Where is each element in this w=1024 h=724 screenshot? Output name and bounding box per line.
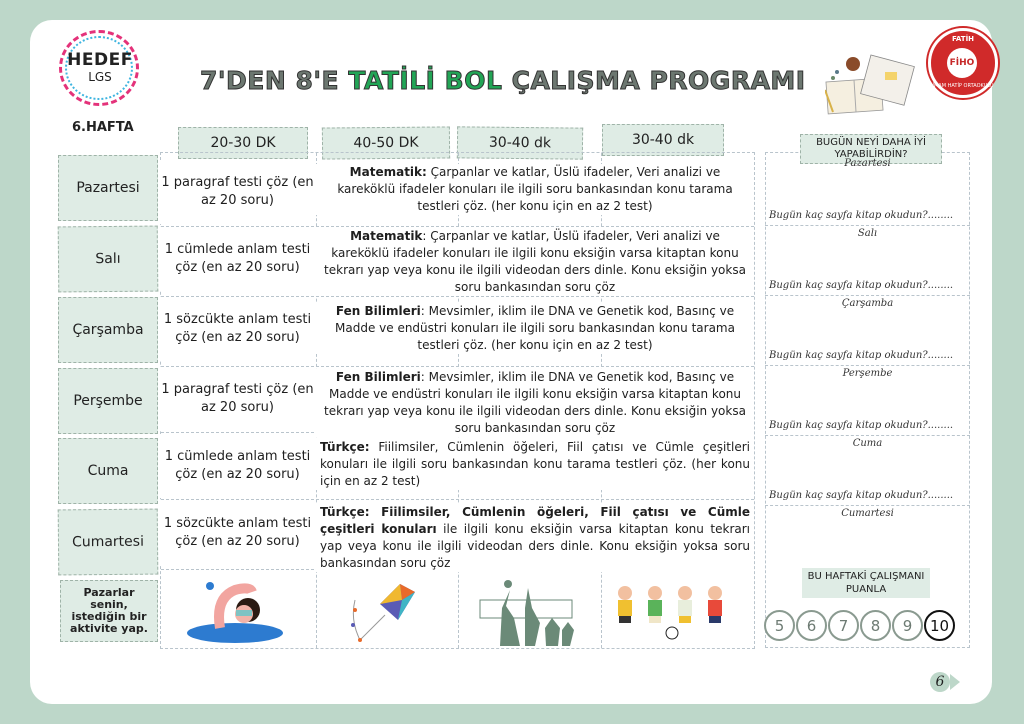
subject-cell-cumartesi bbox=[316, 504, 754, 572]
task-cell-carsamba: 1 sözcükte anlam testi çöz (en az 20 soru) bbox=[160, 297, 315, 361]
subject-cell-persembe bbox=[316, 369, 754, 437]
day-card-cumartesi: Cumartesi bbox=[58, 509, 159, 576]
next-page-arrow-icon bbox=[950, 674, 960, 690]
week-label: 6.HAFTA bbox=[72, 120, 134, 135]
reflection-cell-sali[interactable] bbox=[765, 226, 970, 296]
school-badge bbox=[928, 28, 998, 98]
rating-label: BU HAFTAKİ ÇALIŞMANI PUANLA bbox=[802, 568, 930, 598]
rating-option-6[interactable]: 6 bbox=[796, 610, 827, 641]
day-card-persembe: Perşembe bbox=[58, 368, 158, 434]
reflection-day-label: Pazartesi bbox=[844, 158, 891, 169]
column-header-4: 30-40 dk bbox=[602, 124, 724, 156]
reflection-day-label: Perşembe bbox=[842, 368, 893, 379]
reflection-cell-persembe[interactable] bbox=[765, 366, 970, 436]
hedef-lgs-logo bbox=[55, 28, 145, 108]
subject-label: Matematik: bbox=[349, 165, 427, 179]
volleyball-icon bbox=[470, 578, 580, 646]
task-cell-pazartesi: 1 paragraf testi çöz (en az 20 soru) bbox=[160, 160, 315, 224]
football-icon bbox=[610, 585, 730, 643]
swimming-icon bbox=[180, 578, 290, 646]
rating-option-8[interactable]: 8 bbox=[860, 610, 891, 641]
pages-read-question: Bugün kaç sayfa kitap okudun?........ bbox=[769, 350, 954, 361]
study-books-illustration bbox=[825, 50, 920, 115]
badge-top-text: FATİH bbox=[951, 35, 975, 43]
column-header-1: 20-30 DK bbox=[178, 127, 308, 159]
task-cell-persembe: 1 paragraf testi çöz (en az 20 soru) bbox=[160, 367, 315, 431]
day-card-cuma: Cuma bbox=[58, 438, 158, 504]
reflection-cell-pazartesi[interactable] bbox=[765, 156, 970, 226]
pages-read-question: Bugün kaç sayfa kitap okudun?........ bbox=[769, 210, 954, 221]
subject-cell-pazartesi bbox=[316, 164, 754, 215]
column-header-3: 30-40 dk bbox=[457, 126, 583, 159]
reflection-day-label: Çarşamba bbox=[841, 298, 894, 309]
rating-option-5[interactable]: 5 bbox=[764, 610, 795, 641]
subject-detail: Çarpanlar ve katlar, Üslü ifadeler, Veri analizi ve kareköklü ifadeler konuları ile ilgili soru bankasından konu tarama testleri çöz. (her konu için en az 2 test) bbox=[337, 165, 733, 213]
subject-cell-carsamba bbox=[316, 303, 754, 354]
title-highlight: TATİLİ BOL bbox=[348, 66, 503, 95]
task-cell-cumartesi: 1 sözcükte anlam testi çöz (en az 20 soru) bbox=[160, 501, 315, 565]
day-card-pazartesi: Pazartesi bbox=[58, 155, 158, 221]
subject-detail: : Mevsimler, iklim ile DNA ve Genetik kod, Basınç ve Madde ve endüstri konuları ile ilgili konu eksiğin varsa kitaptan konu tekrarı yap veya konu ile ilgili videodan ders dinle. Konu eksiğin yoksa soru bankasından soru çöz bbox=[324, 370, 746, 435]
page-number: 6 bbox=[930, 672, 950, 692]
logo-text-lgs: LGS bbox=[88, 70, 112, 84]
kite-icon bbox=[340, 580, 420, 646]
subject-detail: : Mevsimler, iklim ile DNA ve Genetik kod, Basınç ve Madde ve endüstri konuları ile ilgili soru bankasından konu tarama testleri çöz. (her konu için en az 2 test) bbox=[335, 304, 735, 352]
page-title bbox=[200, 66, 806, 95]
reflection-cell-carsamba[interactable] bbox=[765, 296, 970, 366]
subject-label: Matematik bbox=[350, 229, 423, 243]
reflection-header: BUGÜN NEYİ DAHA İYİ YAPABİLİRDİN? bbox=[800, 134, 942, 164]
pages-read-question: Bugün kaç sayfa kitap okudun?........ bbox=[769, 280, 954, 291]
subject-detail: : Çarpanlar ve katlar, Üslü ifadeler, Veri analizi ve kareköklü ifadeler konuları ile ilgili konu eksiğin varsa kitaptan konu tekrarı yap veya konu ile ilgili videodan ders dinle. Konu eksiğin yoksa soru bankasından soru çöz bbox=[324, 229, 746, 294]
subject-label: Türkçe: Fiilimsiler, Cümlenin öğeleri, Fiil çatısı ve Cümle çeşitleri konuları bbox=[320, 505, 750, 536]
title-part-3: ÇALIŞMA PROGRAMI bbox=[502, 66, 806, 95]
pages-read-question: Bugün kaç sayfa kitap okudun?........ bbox=[769, 420, 954, 431]
day-card-sali: Salı bbox=[58, 226, 159, 293]
reflection-day-label: Cuma bbox=[852, 438, 883, 449]
rating-option-9[interactable]: 9 bbox=[892, 610, 923, 641]
reflection-cell-cuma[interactable] bbox=[765, 436, 970, 506]
logo-text-hedef: HEDEF bbox=[67, 50, 133, 70]
pages-read-question: Bugün kaç sayfa kitap okudun?........ bbox=[769, 490, 954, 501]
reflection-cell-cumartesi[interactable] bbox=[765, 506, 970, 576]
subject-label: Türkçe: bbox=[320, 440, 370, 454]
task-cell-sali: 1 cümlede anlam testi çöz (en az 20 soru) bbox=[160, 227, 315, 291]
rating-option-7[interactable]: 7 bbox=[828, 610, 859, 641]
subject-detail: ile ilgili konu eksiğin varsa kitaptan konu tekrarı yap veya konu ile ilgili videodan ders dinle. Konu eksiğin yoksa soru bankasından soru çöz bbox=[320, 522, 751, 570]
subject-label: Fen Bilimleri bbox=[335, 304, 421, 318]
badge-center-text: FİHO bbox=[947, 48, 977, 78]
subject-detail: Fiilimsiler, Cümlenin öğeleri, Fiil çatısı ve Cümle çeşitleri konuları ile ilgili soru bankasından konu tarama testleri çöz. (her konu için en az 2 test) bbox=[320, 440, 750, 488]
subject-cell-sali bbox=[316, 228, 754, 296]
reflection-day-label: Salı bbox=[857, 228, 878, 239]
rating-scale bbox=[764, 610, 956, 641]
rating-option-10[interactable]: 10 bbox=[924, 610, 955, 641]
column-header-2: 40-50 DK bbox=[322, 126, 450, 159]
task-cell-cuma: 1 cümlede anlam testi çöz (en az 20 soru) bbox=[160, 434, 315, 498]
subject-cell-cuma bbox=[316, 439, 754, 490]
day-card-pazar: Pazarlar senin, istediğin bir aktivite yap. bbox=[60, 580, 158, 642]
subject-label: Fen Bilimleri bbox=[335, 370, 421, 384]
day-card-carsamba: Çarşamba bbox=[58, 297, 158, 363]
badge-bottom-text: İMAM HATİP ORTAOKULU bbox=[932, 83, 994, 89]
reflection-day-label: Cumartesi bbox=[841, 508, 894, 519]
title-part-1: 7'DEN 8'E bbox=[200, 66, 349, 95]
